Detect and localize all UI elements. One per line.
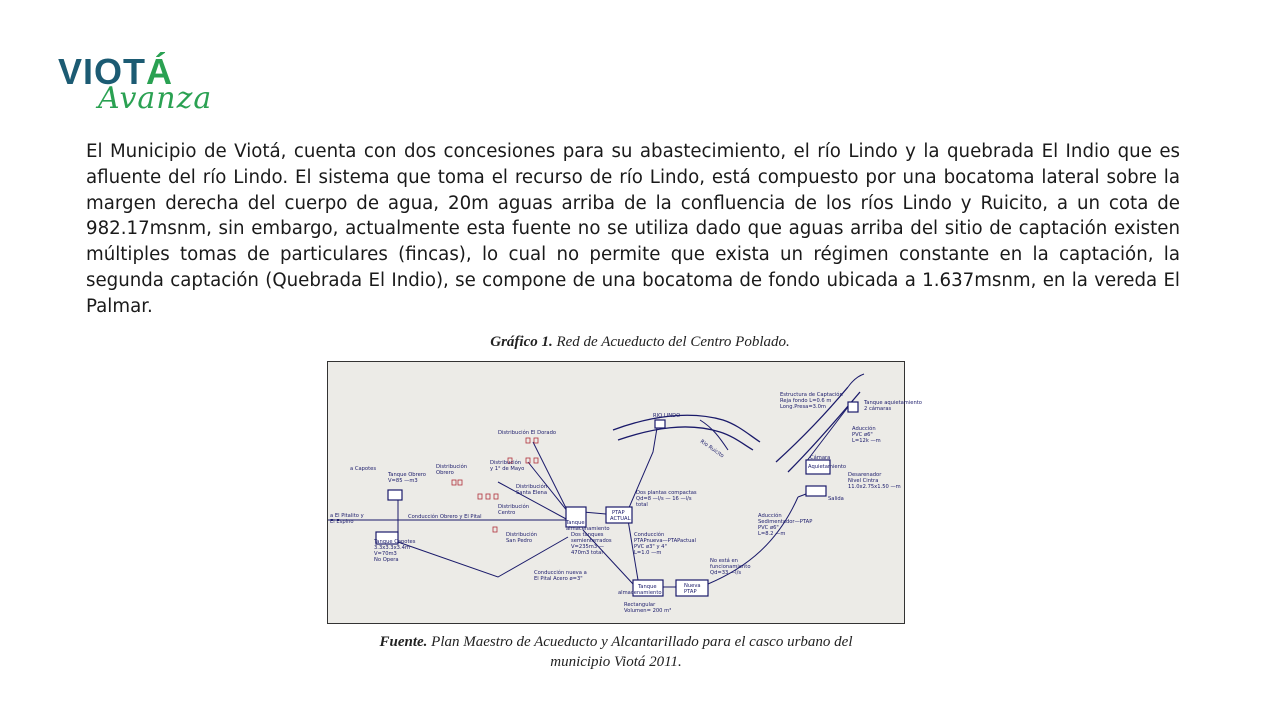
label-long-presa: Long.Presa=3.0m <box>780 404 826 410</box>
label-dist-santa-2: Santa Elena <box>516 490 547 496</box>
figure-source <box>327 632 905 672</box>
bocatoma-lindo-box <box>655 420 665 428</box>
label-sedimentador-2: Sedimentador—PTAP <box>758 519 813 525</box>
label-no-funciona-2: funcionamiento <box>710 564 751 570</box>
label-aquietamiento: Aquietamiento <box>808 464 847 470</box>
label-dist-santa-1: Distribución <box>516 484 548 490</box>
tank-icon <box>493 527 497 532</box>
label-conduccion-ptap-3: PVC ø3" y 4" <box>634 544 667 550</box>
label-rect-1: Rectangular <box>624 602 656 608</box>
label-tanque-aquietamiento: Tanque aquietamiento <box>864 400 922 406</box>
label-ptap-actual-1: PTAP <box>612 510 625 516</box>
figure-title-bold: Gráfico 1. <box>490 334 553 350</box>
label-conduccion-nueva-2: El Pital Acero ø=3" <box>534 576 583 582</box>
river-lindo <box>613 415 760 442</box>
label-conduccion-ptap-2: PTAPnueva—PTAPactual <box>634 538 696 544</box>
tank-icon <box>534 438 538 443</box>
label-conduccion-ptap-4: L=1.0 —m <box>634 550 662 556</box>
label-rejilla: Reja fondo L=0.6 m <box>780 398 832 404</box>
label-dist-san-pedro-2: San Pedro <box>506 538 533 544</box>
logo-script: Avanza <box>98 81 213 116</box>
river-indio-branch <box>848 374 864 387</box>
tank-icon <box>486 494 490 499</box>
label-tanque-obrero-2: V=85 —m3 <box>388 478 418 484</box>
figure-title <box>0 334 1280 351</box>
label-el-espino: El Espino <box>330 519 354 525</box>
aqueduct-network-diagram <box>327 361 922 624</box>
label-tanque-nuevo-1: Tanque <box>638 584 657 590</box>
label-el-pitalito: a El Pitalito y <box>330 513 364 519</box>
label-plantas-3: total <box>636 502 648 508</box>
tank-icon <box>452 480 456 485</box>
label-sedimentador-3: PVC ø6" <box>758 525 779 531</box>
body-paragraph: El Municipio de Viotá, cuenta con dos concesiones para su abastecimiento, el río Lindo y la quebrada El Indio que es afluente del río Lindo. El sistema que toma el recurso de río Lindo, está compuesto por una bocatoma lateral sobre la margen derecha del cuerpo de agua, 20m aguas arriba de la confluencia de los ríos Lindo y Ruicito, a un cota de 982.17msnm, sin embargo, actualmente esta fuente no se utiliza dado que aguas arriba del sitio de captación existen múltiples tomas de particulares (fincas), lo cual no permite que exista un régimen constante en la captación, la segunda captación (Quebrada El Indio), se compone de una bocatoma de fondo ubicada a 1.637msnm, en la vereda El Palmar. <box>86 141 1180 317</box>
label-rio-lindo: RIO LINDO <box>653 413 681 419</box>
viota-avanza-logo <box>58 52 218 132</box>
label-tanque-capotes-2: 3.3x3.3x3.4m <box>374 545 410 551</box>
label-conduccion-obrero: Conducción Obrero y El Pital <box>408 514 482 520</box>
label-tanque-alm-1: Tanque <box>566 520 585 526</box>
label-tanque-nuevo-2: almacenamiento <box>618 590 662 596</box>
label-dist-obrero-2: Obrero <box>436 470 454 476</box>
label-dist-vega-2: y 1° de Mayo <box>490 466 525 472</box>
desarenador-box <box>806 486 826 496</box>
label-sedimentador-4: L=8.2 —m <box>758 531 786 537</box>
tank-icon <box>526 438 530 443</box>
label-dist-dorado: Distribución El Dorado <box>498 430 557 436</box>
figure-title-text: Red de Acueducto del Centro Poblado. <box>556 334 790 350</box>
pipe-aduccion <box>806 407 848 462</box>
pipe-dist-dorado <box>533 442 568 512</box>
label-a-capotes: a Capotes <box>350 466 377 472</box>
label-desarenador: Desarenador <box>848 472 882 478</box>
captacion-box <box>848 402 858 412</box>
label-aduccion-len: L=12k —m <box>852 438 881 444</box>
label-tanque-alm-4: semienterrados <box>571 538 612 544</box>
figure-source-line1: Plan Maestro de Acueducto y Alcantarillado para el casco urbano del <box>431 634 853 650</box>
label-rect-2: Volumen= 200 m³ <box>624 608 672 614</box>
label-plantas-1: Dos plantas compactas <box>636 490 697 496</box>
label-nueva-ptap-1: Nueva <box>684 583 701 589</box>
label-conduccion-ptap-1: Conducción <box>634 532 665 538</box>
tank-icon <box>478 494 482 499</box>
label-desarenador-dim: Nivel Cintra <box>848 478 879 484</box>
figure-source-line2: municipio Viotá 2011. <box>550 654 682 670</box>
label-tanque-capotes-1: Tanque Capotes <box>374 539 416 545</box>
label-no-funciona-3: Qd=33 —l/s <box>710 570 742 576</box>
logo-wordmark-prefix: VIOT <box>58 51 147 92</box>
label-conduccion-nueva-1: Conducción nueva a <box>534 570 587 576</box>
label-rio-ruicito: Rio Ruicito <box>698 438 725 460</box>
label-tanque-obrero-1: Tanque Obrero <box>388 472 426 478</box>
label-sedimentador-1: Aducción <box>758 513 782 519</box>
label-ptap-actual-2: ACTUAL <box>610 516 631 522</box>
label-tanque-alm-2: almacenamiento <box>566 526 610 532</box>
label-dist-obrero-1: Distribución <box>436 464 468 470</box>
label-plantas-2: Qd=8 —l/s — 16 —l/s <box>636 496 692 502</box>
label-tanque-capotes-3: V=70m3 <box>374 551 397 557</box>
label-nueva-ptap-2: PTAP <box>684 589 697 595</box>
tank-icon <box>494 494 498 499</box>
label-tanque-alm-5: V=235m3 — <box>571 544 604 550</box>
tank-obrero-box <box>388 490 402 500</box>
tank-icon <box>534 458 538 463</box>
label-dist-centro-1: Distribución <box>498 504 530 510</box>
label-aduccion-top: Aducción <box>852 426 876 432</box>
tank-icon <box>458 480 462 485</box>
label-no-funciona-1: No está en <box>710 558 738 564</box>
pipe-sediment <box>798 494 806 497</box>
figure-source-bold: Fuente. <box>379 634 428 650</box>
label-desarenador-size: 11.0x2.75x1.50 —m <box>848 484 901 490</box>
label-dist-centro-2: Centro <box>498 510 516 516</box>
label-camaras: 2 cámaras <box>864 406 892 412</box>
label-captacion: Estructura de Captación <box>780 392 843 398</box>
label-tanque-alm-6: 470m3 total <box>571 550 603 556</box>
label-dist-vega: Distribución <box>490 460 522 466</box>
label-tanque-alm-3: Dos tanques <box>571 532 604 538</box>
label-dist-san-pedro-1: Distribución <box>506 532 538 538</box>
label-aduccion-pvc: PVC ø6" <box>852 432 873 438</box>
label-salida: Salida <box>828 496 844 502</box>
label-camara: Cámara <box>810 455 831 461</box>
river-lindo-bank <box>618 427 753 450</box>
logo-wordmark-accent: Á <box>146 51 174 92</box>
label-tanque-capotes-4: No Opera <box>374 557 399 563</box>
